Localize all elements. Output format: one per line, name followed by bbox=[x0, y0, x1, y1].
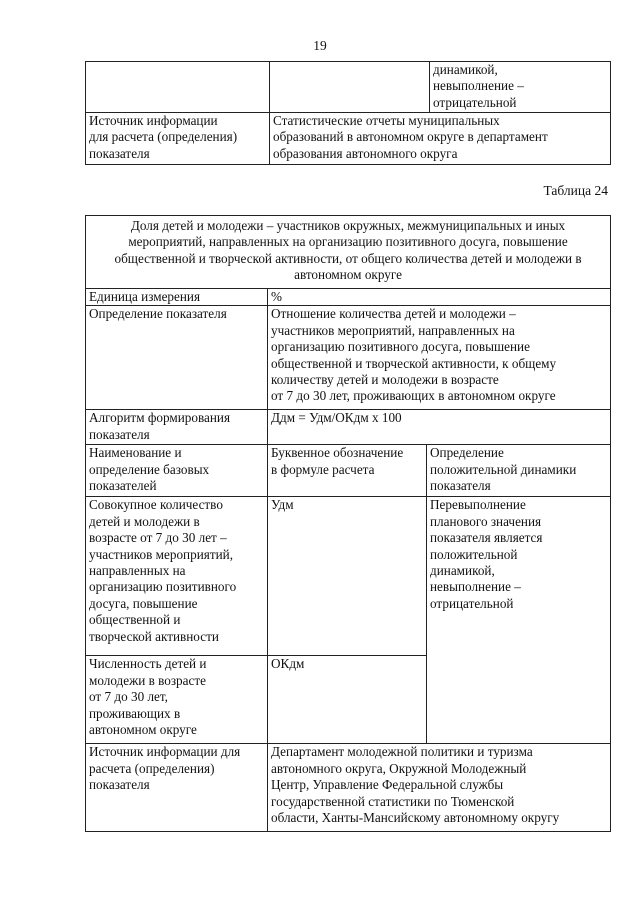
unit-value: % bbox=[268, 289, 611, 306]
source-value-cell: Статистические отчеты муниципальных образований в автономном округе в департамент образования автономного округа bbox=[270, 113, 611, 165]
indicator-name: Совокупное количество детей и молодежи в возрасте от 7 до 30 лет – участников мероприятий, направленных на организацию позитивного досуга, повышение общественной и творческой активности bbox=[86, 497, 268, 656]
indicator-title: Доля детей и молодежи – участников окружных, межмуниципальных и иных мероприятий, направленных на организацию позитивного досуга, повышение общественной и творческой активности, от общего количества детей и молодежи в автономном округе bbox=[86, 216, 611, 289]
definition-value: Отношение количества детей и молодежи – участников мероприятий, направленных на организацию позитивного досуга, повышение общественной и творческой активности, к общему количеству детей и молодежи в возрасте от 7 до 30 лет, проживающих в автономном округе bbox=[268, 306, 611, 410]
indicator-letter: ОКдм bbox=[268, 656, 427, 744]
table-row bbox=[86, 410, 611, 445]
definition-label: Определение показателя bbox=[86, 306, 268, 410]
table-row bbox=[86, 289, 611, 306]
header-name: Наименование и определение базовых показателей bbox=[86, 445, 268, 497]
header-dynamics: Определение положительной динамики показателя bbox=[427, 445, 611, 497]
table-cell bbox=[430, 62, 611, 113]
table-row bbox=[86, 445, 611, 497]
dynamics-definition: Перевыполнение планового значения показателя является положительной динамикой, невыполнение – отрицательной bbox=[427, 497, 611, 744]
indicator-letter: Удм bbox=[268, 497, 427, 656]
dynamics-continued-text: динамикой, невыполнение – отрицательной bbox=[433, 62, 524, 110]
header-letter: Буквенное обозначение в формуле расчета bbox=[268, 445, 427, 497]
unit-label: Единица измерения bbox=[86, 289, 268, 306]
source-label: Источник информации для расчета (определения) показателя bbox=[86, 744, 268, 832]
indicator-name: Численность детей и молодежи в возрасте от 7 до 30 лет, проживающих в автономном округе bbox=[86, 656, 268, 744]
continued-table bbox=[85, 61, 611, 165]
table-row bbox=[86, 497, 611, 656]
source-label-cell: Источник информации для расчета (определения) показателя bbox=[86, 113, 270, 165]
algorithm-label: Алгоритм формирования показателя bbox=[86, 410, 268, 445]
table-row bbox=[86, 62, 611, 113]
source-value: Департамент молодежной политики и туризма автономного округа, Окружной Молодежный Центр, Управление Федеральной службы государственной статистики по Тюменской области, Ханты-Мансийскому автономному округу bbox=[268, 744, 611, 832]
page-number: 19 bbox=[313, 38, 327, 53]
table-row bbox=[86, 216, 611, 289]
table-row bbox=[86, 113, 611, 165]
table-24 bbox=[85, 215, 611, 832]
table-row bbox=[86, 744, 611, 832]
table-row bbox=[86, 306, 611, 410]
table-cell bbox=[86, 62, 270, 113]
table-caption: Таблица 24 bbox=[543, 183, 608, 198]
algorithm-formula: Ддм = Удм/ОКдм x 100 bbox=[268, 410, 611, 445]
table-cell bbox=[270, 62, 430, 113]
